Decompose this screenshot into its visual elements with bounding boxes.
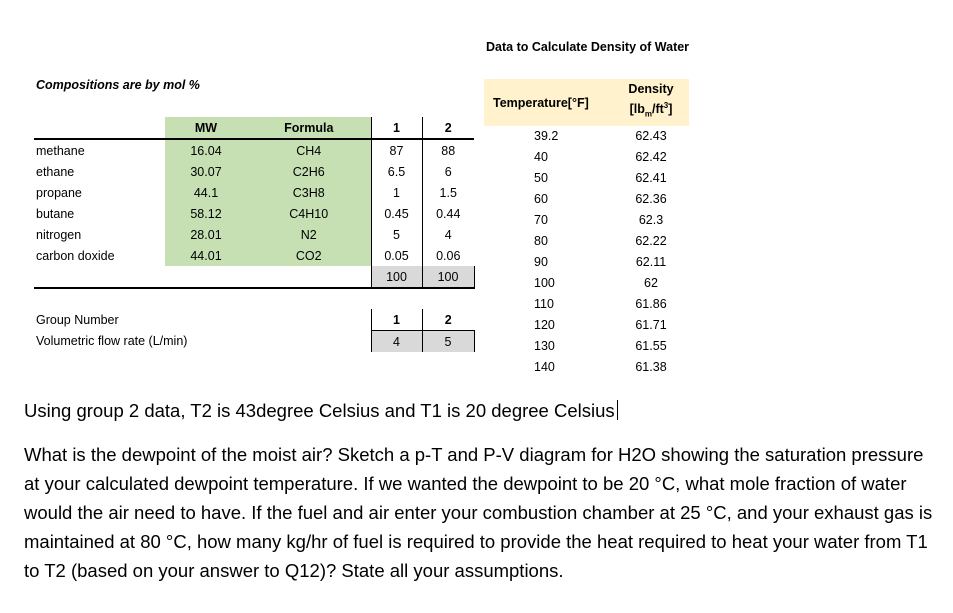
group1-percent: 1 xyxy=(371,182,422,203)
flow-rate-row xyxy=(34,331,474,353)
molecular-weight: 58.12 xyxy=(165,203,247,224)
temperature-value: 130 xyxy=(534,339,555,353)
molecular-weight: 28.01 xyxy=(165,224,247,245)
molecular-weight: 44.1 xyxy=(165,182,247,203)
group2-header: 2 xyxy=(422,117,474,139)
density-row xyxy=(484,232,689,253)
density-header: Density xyxy=(628,82,674,96)
temperature-value: 50 xyxy=(534,171,548,185)
formula: N2 xyxy=(247,224,371,245)
density-row xyxy=(484,295,689,316)
density-value: 62.43 xyxy=(635,129,667,143)
density-row xyxy=(484,337,689,358)
density-value: 62 xyxy=(644,276,658,290)
totals-row xyxy=(34,266,474,288)
formula: C4H10 xyxy=(247,203,371,224)
composition-header-row xyxy=(34,117,474,139)
group1-flow: 4 xyxy=(371,331,422,353)
species-name: methane xyxy=(36,143,85,158)
given-text: Using group 2 data, T2 is 43degree Celsius and T1 is 20 degree Celsius xyxy=(24,400,615,421)
group1-percent: 0.45 xyxy=(371,203,422,224)
formula-header: Formula xyxy=(247,117,371,139)
temperature-value: 110 xyxy=(534,297,554,311)
composition-row xyxy=(34,224,474,245)
formula: C3H8 xyxy=(247,182,371,203)
species-name: propane xyxy=(36,185,82,200)
group1-percent: 5 xyxy=(371,224,422,245)
density-row xyxy=(484,190,689,211)
temperature-value: 100 xyxy=(534,276,555,290)
composition-row xyxy=(34,203,474,224)
density-value: 61.86 xyxy=(635,297,667,311)
flow-rate-label: Volumetric flow rate (L/min) xyxy=(36,334,188,349)
group2-percent: 4 xyxy=(422,224,474,245)
temperature-value: 140 xyxy=(534,360,555,374)
density-row xyxy=(484,274,689,295)
temperature-value: 70 xyxy=(534,213,548,227)
density-value: 62.41 xyxy=(635,171,667,185)
group1-percent: 87 xyxy=(371,139,422,161)
group1-number: 1 xyxy=(371,309,422,331)
temperature-value: 120 xyxy=(534,318,555,332)
group2-number: 2 xyxy=(422,309,474,331)
molecular-weight: 16.04 xyxy=(165,139,247,161)
density-unit: $[lb_m/ft^3]$ xyxy=(629,101,673,119)
mw-header: MW xyxy=(165,117,247,139)
density-value: 62.42 xyxy=(635,150,667,164)
density-value: 62.11 xyxy=(635,255,667,269)
group2-percent: 0.06 xyxy=(422,245,474,266)
composition-row xyxy=(34,182,474,203)
text-cursor xyxy=(617,400,618,420)
density-row xyxy=(484,169,689,190)
given-line xyxy=(24,396,934,425)
composition-row xyxy=(34,161,474,182)
density-row xyxy=(484,127,689,148)
density-row xyxy=(484,253,689,274)
density-row xyxy=(484,316,689,337)
density-table-header xyxy=(484,79,689,126)
composition-row xyxy=(34,139,474,161)
density-table xyxy=(484,127,689,379)
density-value: 61.55 xyxy=(635,339,667,353)
density-value: 61.38 xyxy=(635,360,667,374)
group2-percent: 88 xyxy=(422,139,474,161)
group2-total: 100 xyxy=(422,266,474,288)
temperature-header: Temperature[°F] xyxy=(493,96,589,110)
molecular-weight: 44.01 xyxy=(165,245,247,266)
density-value: 62.36 xyxy=(635,192,667,206)
molecular-weight: 30.07 xyxy=(165,161,247,182)
formula: C2H6 xyxy=(247,161,371,182)
species-name: butane xyxy=(36,206,75,221)
species-name: nitrogen xyxy=(36,227,82,242)
group1-percent: 0.05 xyxy=(371,245,422,266)
species-name: carbon doxide xyxy=(36,248,115,263)
density-title: Data to Calculate Density of Water xyxy=(486,40,690,54)
question-paragraph: What is the dewpoint of the moist air? Sketch a p-T and P-V diagram for H2O showing the saturation pressure at your calculated dewpoint temperature. If we wanted the dewpoint to be 20 °C, what mole fraction of water would the air need to have. If the fuel and air enter your combustion chamber at 25 °C, and your exhaust gas is maintained at 80 °C, how many kg/hr of fuel is required to provide the heat required to heat your water from T1 to T2 (based on your answer to Q12)? State all your assumptions. xyxy=(24,444,933,581)
density-value: 62.22 xyxy=(635,234,667,248)
group1-total: 100 xyxy=(371,266,422,288)
species-name: ethane xyxy=(36,164,75,179)
formula: CO2 xyxy=(247,245,371,266)
temperature-value: 40 xyxy=(534,150,548,164)
composition-table xyxy=(34,117,475,289)
group-number-row xyxy=(34,309,474,331)
question-text xyxy=(24,396,934,585)
group-table xyxy=(34,309,475,352)
group2-percent: 1.5 xyxy=(422,182,474,203)
composition-row xyxy=(34,245,474,266)
density-row xyxy=(484,358,689,379)
group-number-label: Group Number xyxy=(36,312,119,327)
group2-percent: 0.44 xyxy=(422,203,474,224)
temperature-value: 80 xyxy=(534,234,548,248)
density-row xyxy=(484,148,689,169)
group2-flow: 5 xyxy=(422,331,474,353)
formula: CH4 xyxy=(247,139,371,161)
group1-percent: 6.5 xyxy=(371,161,422,182)
temperature-value: 60 xyxy=(534,192,548,206)
density-row xyxy=(484,211,689,232)
temperature-value: 39.2 xyxy=(534,129,559,143)
group2-percent: 6 xyxy=(422,161,474,182)
group1-header: 1 xyxy=(371,117,422,139)
density-value: 61.71 xyxy=(635,318,667,332)
composition-caption: Compositions are by mol % xyxy=(36,78,200,92)
temperature-value: 90 xyxy=(534,255,548,269)
density-value: 62.3 xyxy=(638,213,664,227)
